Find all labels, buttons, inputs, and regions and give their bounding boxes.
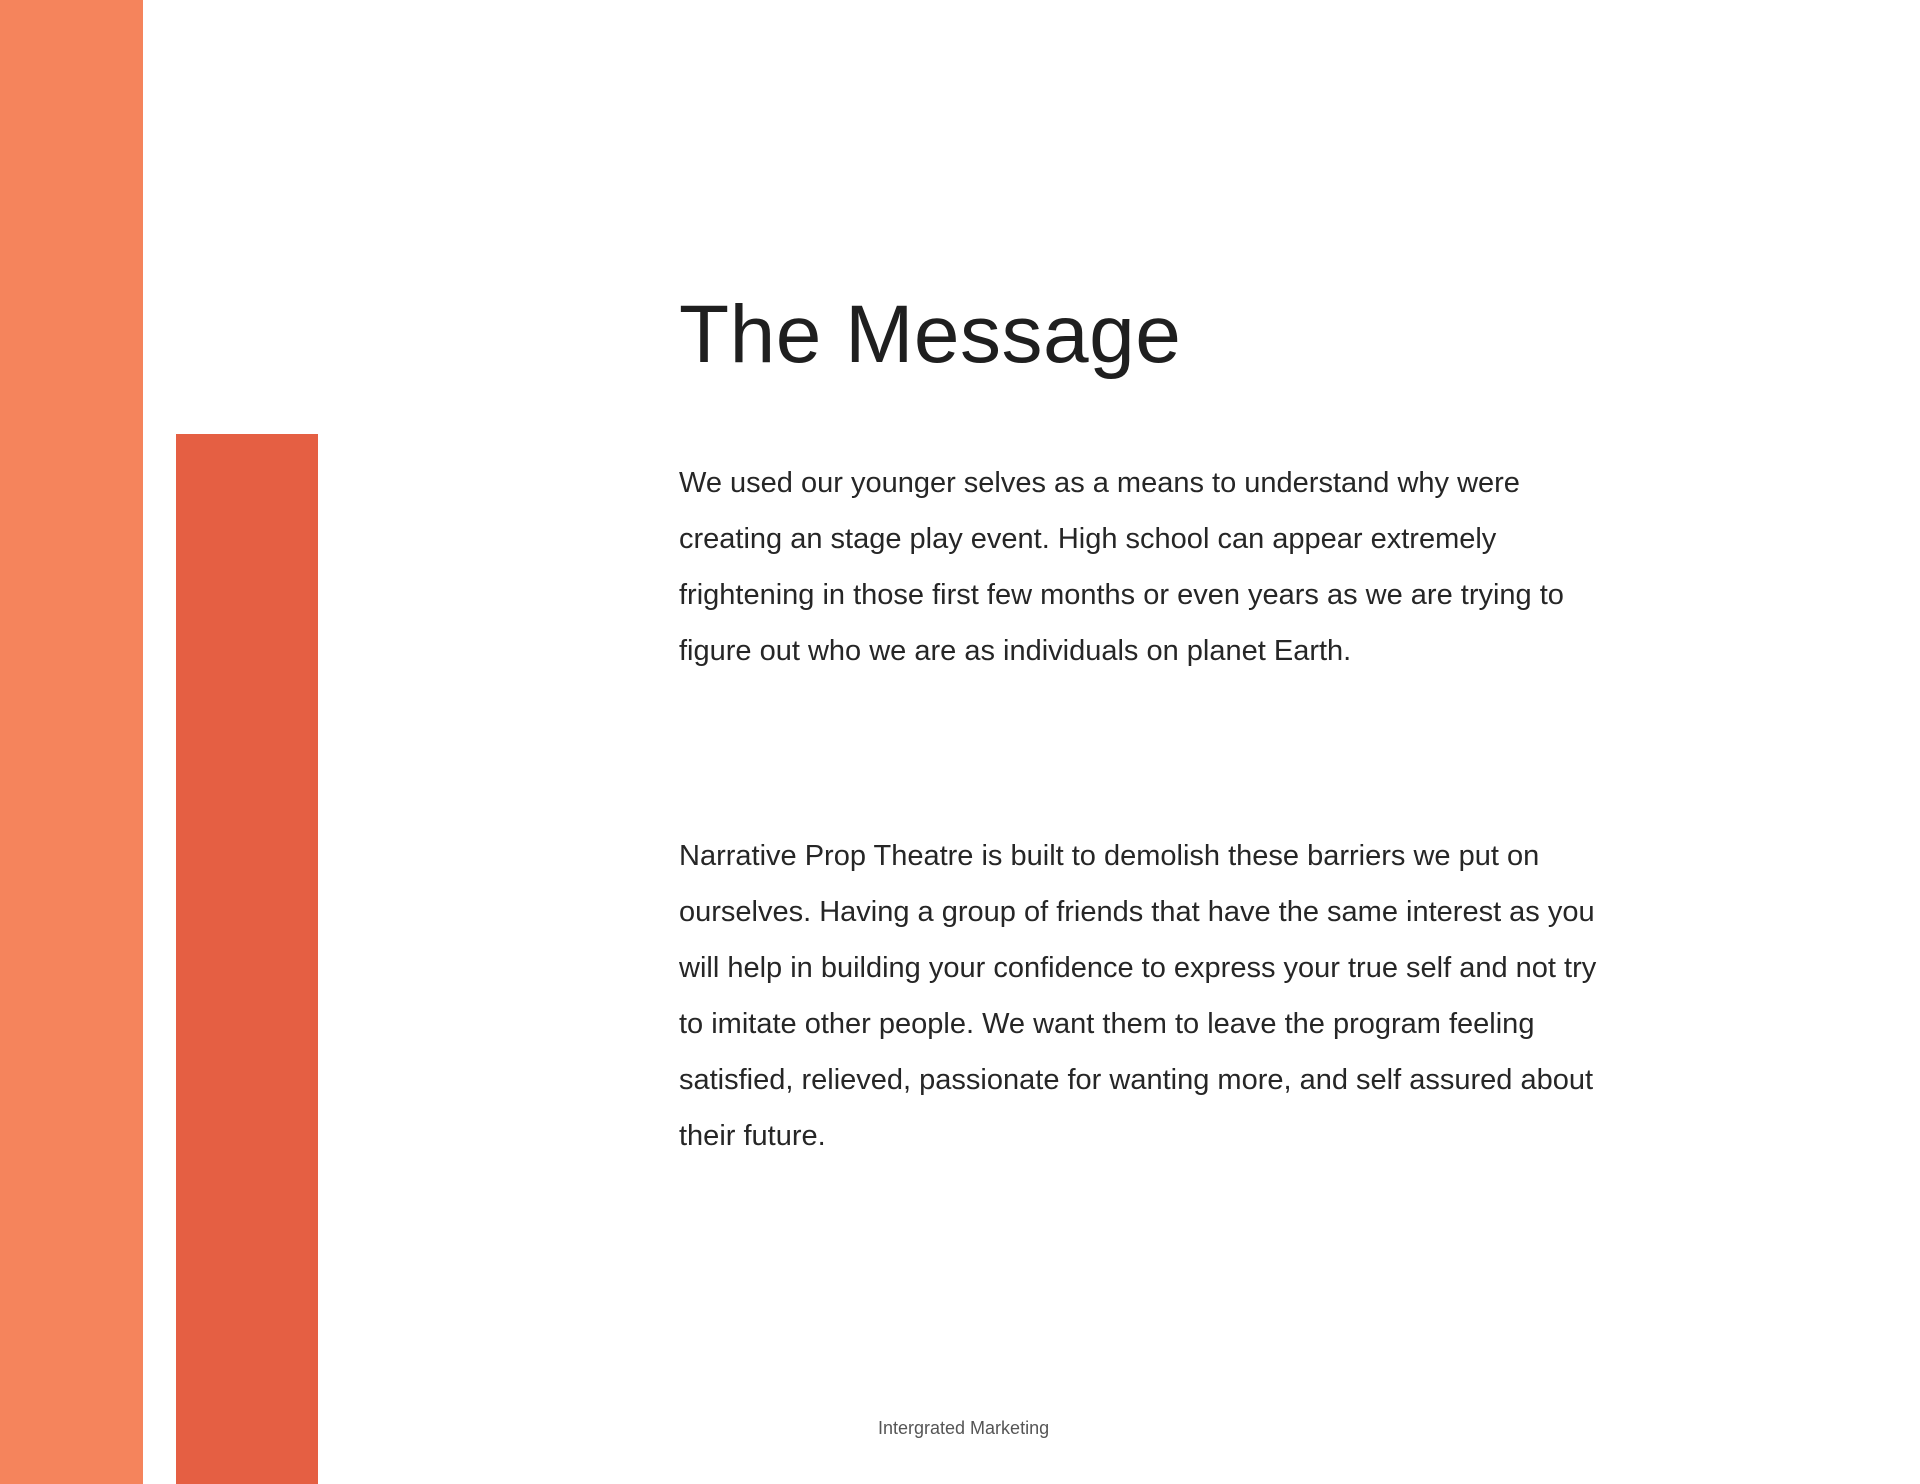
page-title: The Message	[679, 289, 1182, 380]
decorative-bar-inner	[176, 434, 318, 1484]
body-paragraph-1: We used our younger selves as a means to understand why were creating an stage play event. High school can appear extremely frightening in those first few months or even years as we are trying to figure out who we are as individuals on planet Earth.	[679, 467, 1564, 667]
page-footer: Intergrated Marketing	[878, 1418, 1050, 1438]
decorative-bar-outer	[0, 0, 143, 1484]
body-paragraph-2: Narrative Prop Theatre is built to demolish these barriers we put on ourselves. Having a group of friends that have the same interest as you will help in building your confidence to express your true self and not try to imitate other people. We want them to leave the program feeling satisfied, relieved, passionate for wanting more, and self assured about their future.	[679, 840, 1597, 1152]
